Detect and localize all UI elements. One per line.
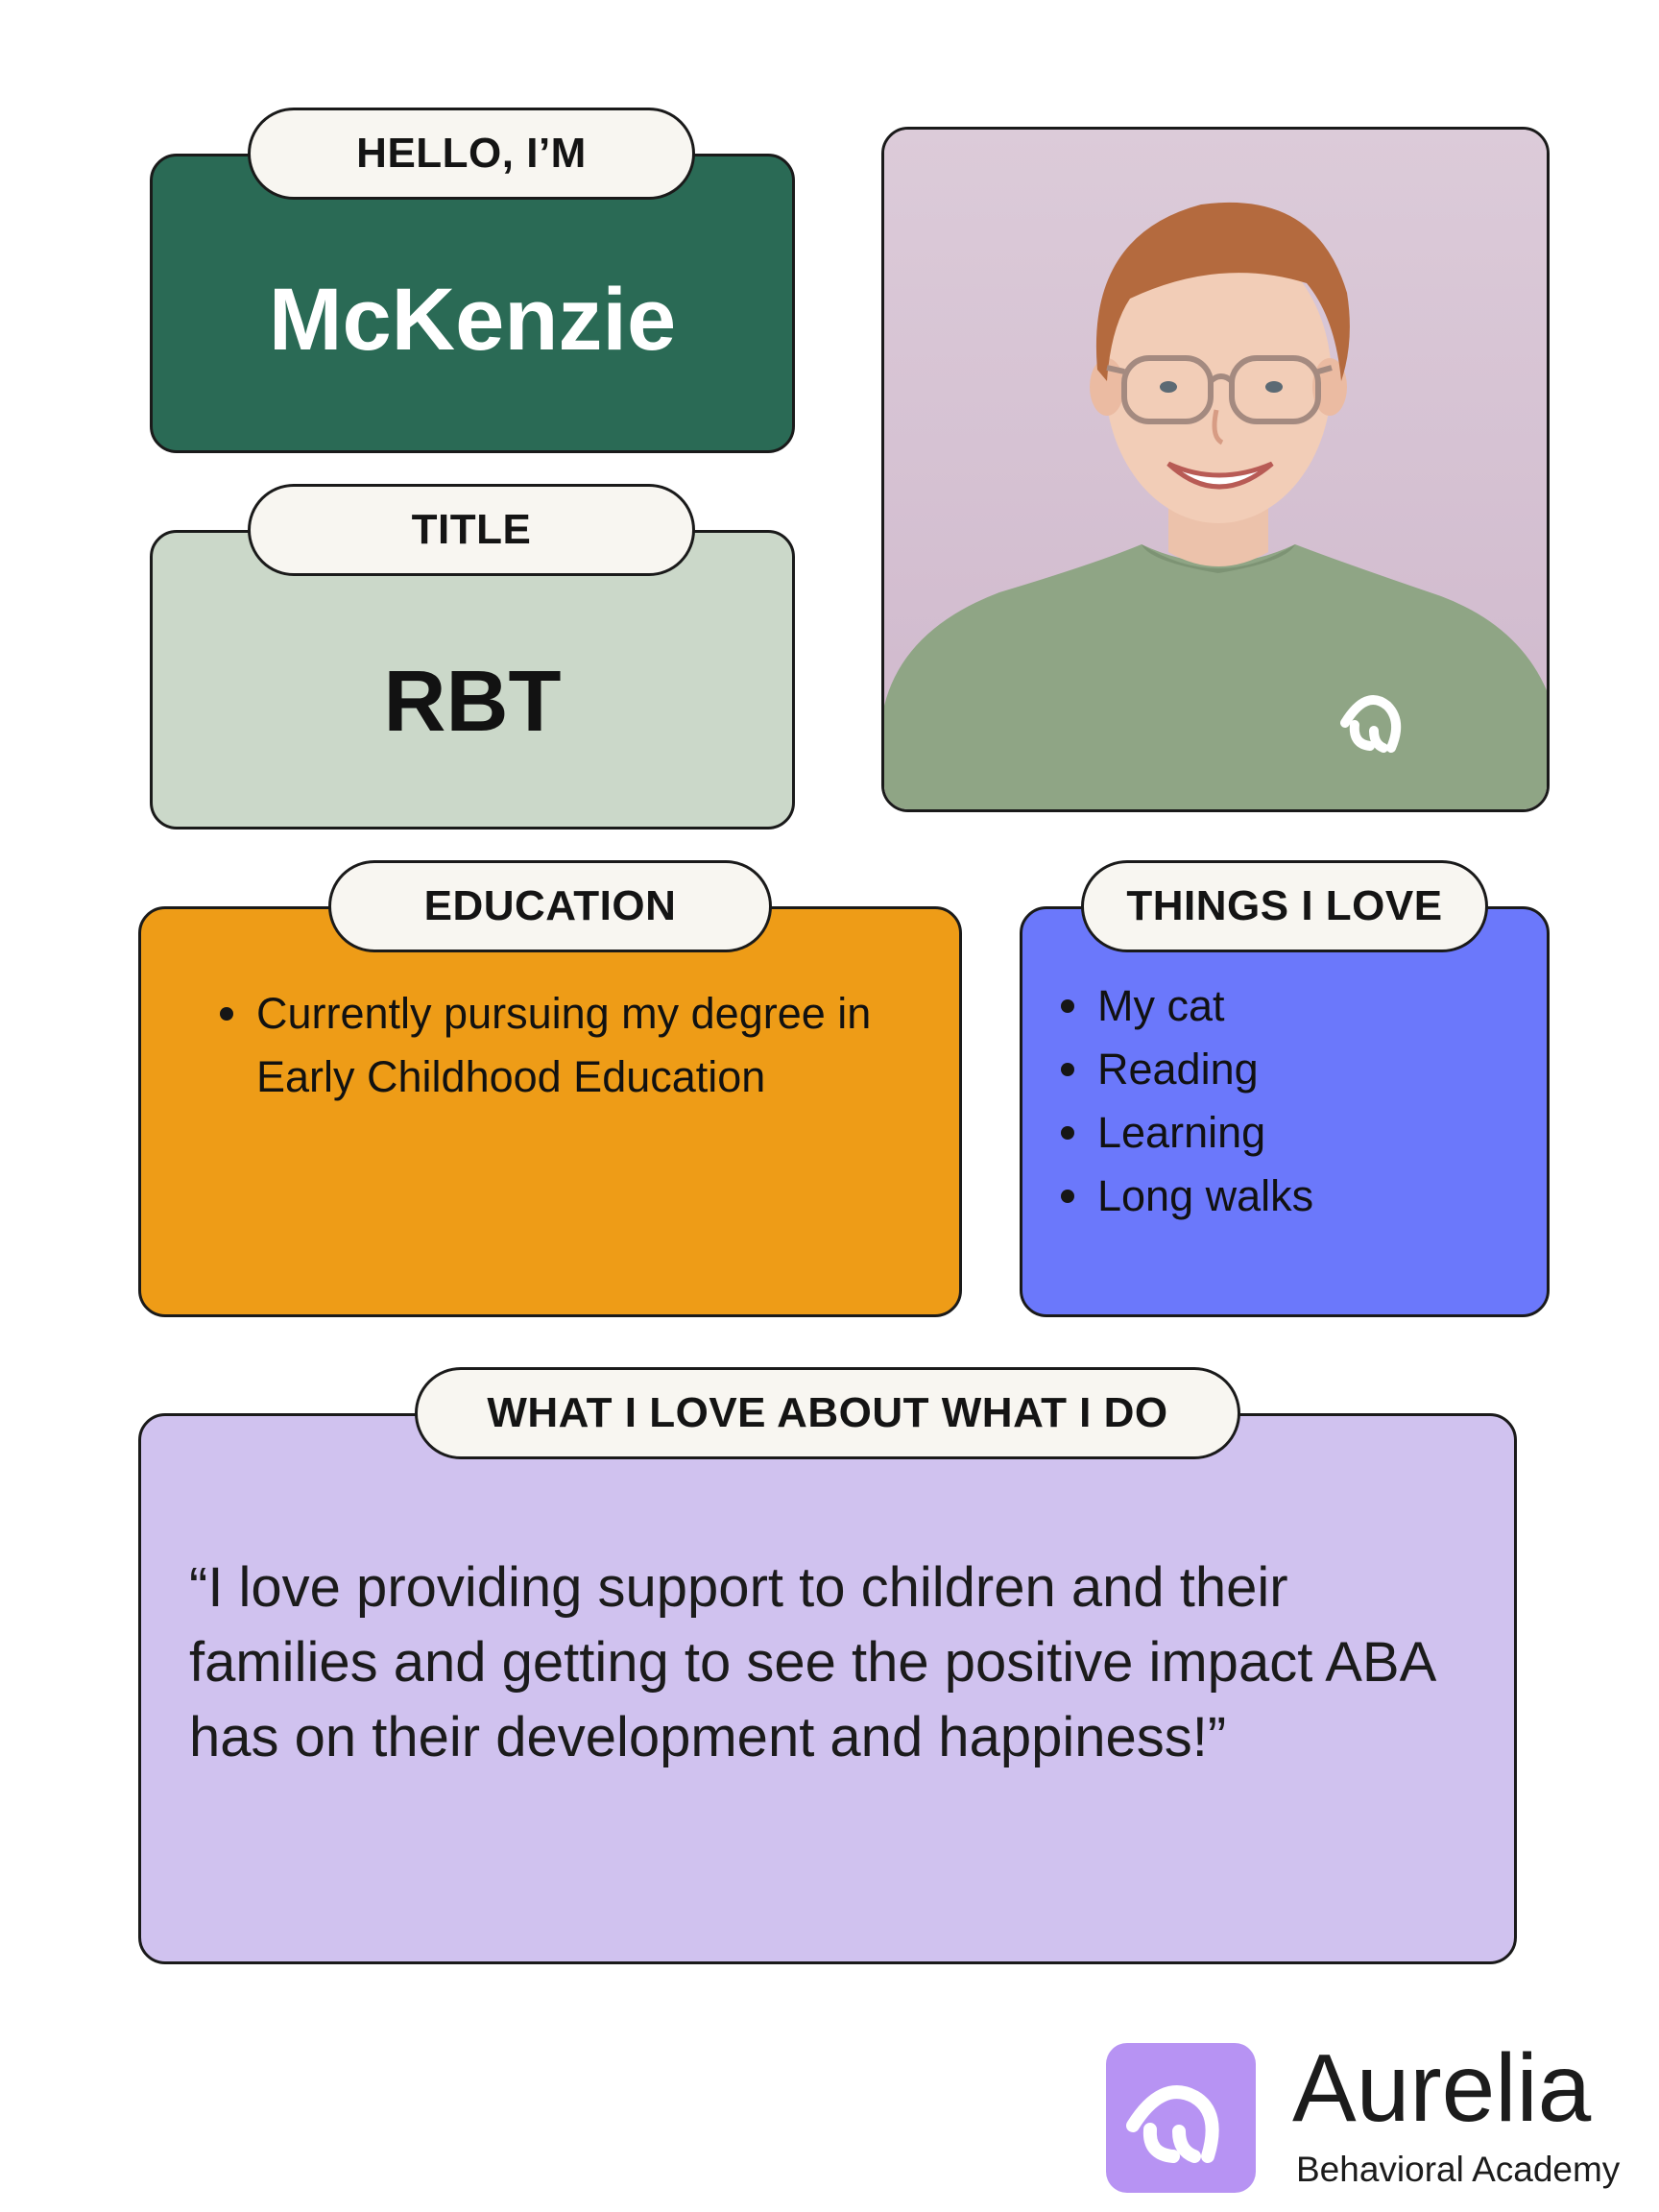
brand-name: Aurelia — [1292, 2034, 1592, 2142]
name-value: McKenzie — [268, 271, 677, 369]
education-item: Currently pursuing my degree in Early Childhood Education — [218, 982, 909, 1109]
things-i-love-list — [1059, 974, 1520, 1228]
profile-photo — [881, 127, 1550, 812]
love-item: Learning — [1059, 1101, 1520, 1165]
title-label: TITLE — [248, 484, 695, 576]
aurelia-logo-icon — [1106, 2043, 1256, 2193]
brand-tagline: Behavioral Academy — [1296, 2150, 1621, 2189]
education-label: EDUCATION — [328, 860, 772, 952]
love-item: My cat — [1059, 974, 1520, 1038]
title-value: RBT — [383, 654, 562, 750]
about-quote: “I love providing support to children and their families and getting to see the positive impact ABA has on their development and happiness!” — [189, 1556, 1434, 1768]
love-item: Reading — [1059, 1038, 1520, 1101]
about-label: WHAT I LOVE ABOUT WHAT I DO — [415, 1367, 1240, 1459]
education-card — [138, 906, 962, 1317]
portrait-illustration — [884, 130, 1550, 812]
things-i-love-card — [1020, 906, 1550, 1317]
education-list — [218, 982, 909, 1109]
things-i-love-label: THINGS I LOVE — [1081, 860, 1488, 952]
name-label: HELLO, I’M — [248, 108, 695, 200]
love-item: Long walks — [1059, 1165, 1520, 1228]
brand-logo — [1106, 2043, 1256, 2193]
about-card — [138, 1413, 1517, 1964]
